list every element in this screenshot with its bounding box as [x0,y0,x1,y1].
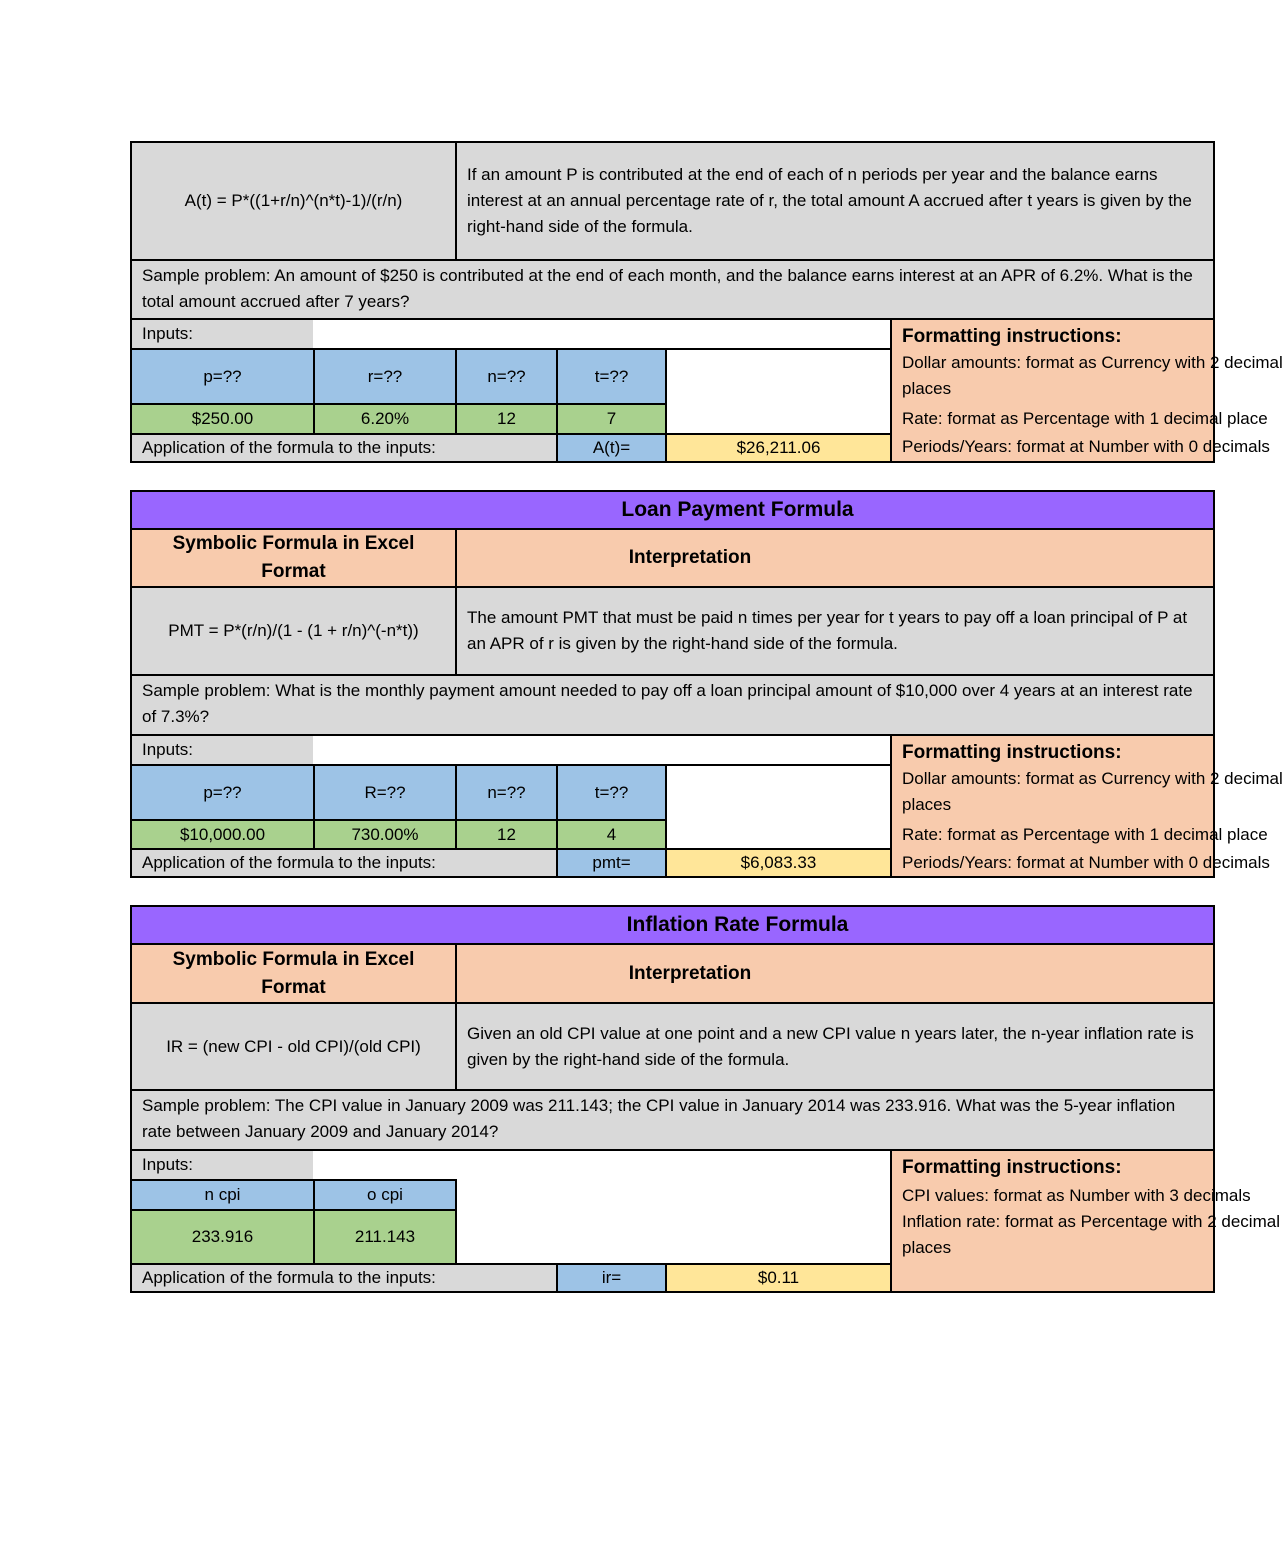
empty-cell[interactable] [313,734,892,766]
result-value: $0.11 [757,1268,800,1287]
application-label: Application of the formula to the inputs: [142,853,436,872]
value-text: 7 [606,409,617,428]
result-label-cell[interactable] [556,848,667,878]
application-label-cell[interactable] [130,1263,558,1293]
column-header-formula[interactable] [130,943,457,1004]
result-label: A(t)= [592,438,631,457]
application-label: Application of the formula to the inputs: [142,438,436,457]
interpretation-cell[interactable] [455,586,1215,676]
formatting-line: CPI values: format as Number with 3 decimals [902,1186,1251,1205]
section-title-text: Inflation Rate Formula [626,913,849,936]
value-text: 233.916 [191,1227,254,1246]
interpretation-text: If an amount P is contributed at the end of each of n periods per year and the balance earns interest at an annual percentage rate of r, the total amount A accrued after t years is given by the right-hand side of the formula. [467,165,1192,236]
header-text: t=?? [594,366,629,386]
formula-text: PMT = P*(r/n)/(1 - (1 + r/n)^(-n*t)) [168,621,419,640]
inputs-label-cell[interactable] [130,734,315,766]
header-text: o cpi [367,1185,403,1204]
column-header-text: Symbolic Formula in Excel Format [172,533,415,582]
formula-cell[interactable] [130,586,457,676]
formatting-line: Rate: format as Percentage with 1 decimal place [902,409,1268,428]
formatting-title: Formatting instructions: [902,326,1122,347]
result-value-cell[interactable] [665,433,892,463]
application-label-cell[interactable] [130,433,558,463]
formatting-line: Dollar amounts: format as Currency with 2 decimal [902,353,1283,372]
input-header-r[interactable] [313,348,457,405]
result-label-cell[interactable] [556,433,667,463]
column-header-text: Interpretation [628,962,752,984]
input-header-r[interactable] [313,764,457,821]
input-header-n[interactable] [455,348,558,405]
formatting-line: Inflation rate: format as Percentage with 2 decimal [902,1212,1280,1231]
header-text: r=?? [367,366,403,386]
formatting-instructions-cell[interactable] [890,318,1283,463]
formatting-line: Periods/Years: format at Number with 0 decimals [902,437,1270,456]
inputs-label: Inputs: [142,324,194,343]
empty-cell[interactable] [313,318,892,350]
interpretation-text: The amount PMT that must be paid n times per year for t years to pay off a loan principal of P at an APR of r is given by the right-hand side of the formula. [467,608,1188,653]
input-value-n[interactable] [455,819,558,850]
header-text: R=?? [364,782,406,802]
header-text: t=?? [594,782,629,802]
input-header-p[interactable] [130,348,315,405]
sample-problem-cell[interactable] [130,674,1215,736]
formatting-title: Formatting instructions: [902,742,1122,763]
column-header-interpretation[interactable] [455,528,1215,588]
input-value-r[interactable] [313,403,457,435]
input-header-n[interactable] [455,764,558,821]
formatting-title: Formatting instructions: [902,1157,1122,1178]
sample-problem-cell[interactable] [130,259,1215,320]
sample-problem-text: Sample problem: What is the monthly payment amount needed to pay off a loan principal amount of $10,000 over 4 years at an interest rate of 7.3%? [142,681,1193,726]
sample-problem-text: Sample problem: The CPI value in January 2009 was 211.143; the CPI value in January 2014 was 233.916. What was the 5-year inflation rate between January 2009 and January 2014? [142,1096,1176,1141]
input-value-t[interactable] [556,819,667,850]
input-value-p[interactable] [130,403,315,435]
formula-cell[interactable] [130,141,457,261]
formula-cell[interactable] [130,1002,457,1091]
column-header-interpretation[interactable] [455,943,1215,1004]
result-label: ir= [601,1268,622,1287]
formatting-line: Periods/Years: format at Number with 0 decimals [902,853,1270,872]
input-value-r[interactable] [313,819,457,850]
formula-text: IR = (new CPI - old CPI)/(old CPI) [166,1036,421,1056]
application-label: Application of the formula to the inputs: [142,1268,436,1287]
formatting-instructions-cell[interactable] [890,1149,1280,1293]
column-header-formula[interactable] [130,528,457,588]
input-header-new-cpi[interactable] [130,1179,315,1211]
formatting-instructions-cell[interactable] [890,734,1283,878]
header-text: n=?? [487,366,526,386]
value-text: 211.143 [354,1227,416,1246]
value-text: 730.00% [351,824,419,844]
input-value-t[interactable] [556,403,667,435]
input-value-old-cpi[interactable] [313,1209,457,1265]
header-text: n cpi [204,1185,241,1204]
formatting-line: places [902,379,952,398]
result-value-cell[interactable] [665,1263,892,1293]
column-header-text: Interpretation [628,547,752,568]
input-header-t[interactable] [556,348,667,405]
header-text: p=?? [203,782,242,802]
formatting-line: places [902,795,952,814]
inputs-label: Inputs: [142,740,194,759]
result-value: $26,211.06 [736,438,821,457]
value-text: 12 [497,409,516,428]
column-header-text: Symbolic Formula in Excel Format [172,948,415,998]
application-label-cell[interactable] [130,848,558,878]
sample-problem-text: Sample problem: An amount of $250 is contributed at the end of each month, and the balance earns interest at an APR of 6.2%. What is the total amount accrued after 7 years? [142,266,1193,311]
section-title[interactable] [130,490,1215,530]
section-title[interactable] [130,905,1215,945]
result-label-cell[interactable] [556,1263,667,1293]
interpretation-text: Given an old CPI value at one point and a new CPI value n years later, the n-year inflation rate is given by the right-hand side of the formula. [467,1023,1194,1069]
sample-problem-cell[interactable] [130,1089,1215,1151]
value-text: 6.20% [360,409,410,428]
input-value-p[interactable] [130,819,315,850]
header-text: p=?? [203,366,242,386]
input-value-n[interactable] [455,403,558,435]
value-text: $10,000.00 [179,824,266,844]
value-text: $250.00 [191,409,254,428]
result-value-cell[interactable] [665,848,892,878]
value-text: 12 [497,824,516,844]
interpretation-cell[interactable] [455,141,1215,261]
section-title-text: Loan Payment Formula [621,498,854,521]
inputs-label-cell[interactable] [130,318,315,350]
input-header-t[interactable] [556,764,667,821]
input-value-new-cpi[interactable] [130,1209,315,1265]
result-value: $6,083.33 [740,853,817,872]
inputs-label: Inputs: [142,1155,194,1174]
formatting-line: Dollar amounts: format as Currency with 2 decimal [902,769,1283,788]
formatting-line: Rate: format as Percentage with 1 decimal place [902,825,1268,844]
formatting-line: places [902,1238,952,1257]
formula-text: A(t) = P*((1+r/n)^(n*t)-1)/(r/n) [184,191,403,210]
interpretation-cell[interactable] [455,1002,1215,1091]
header-text: n=?? [487,782,526,802]
input-header-p[interactable] [130,764,315,821]
result-label: pmt= [592,853,631,872]
value-text: 4 [606,824,617,844]
inputs-label-cell[interactable] [130,1149,315,1181]
input-header-old-cpi[interactable] [313,1179,457,1211]
